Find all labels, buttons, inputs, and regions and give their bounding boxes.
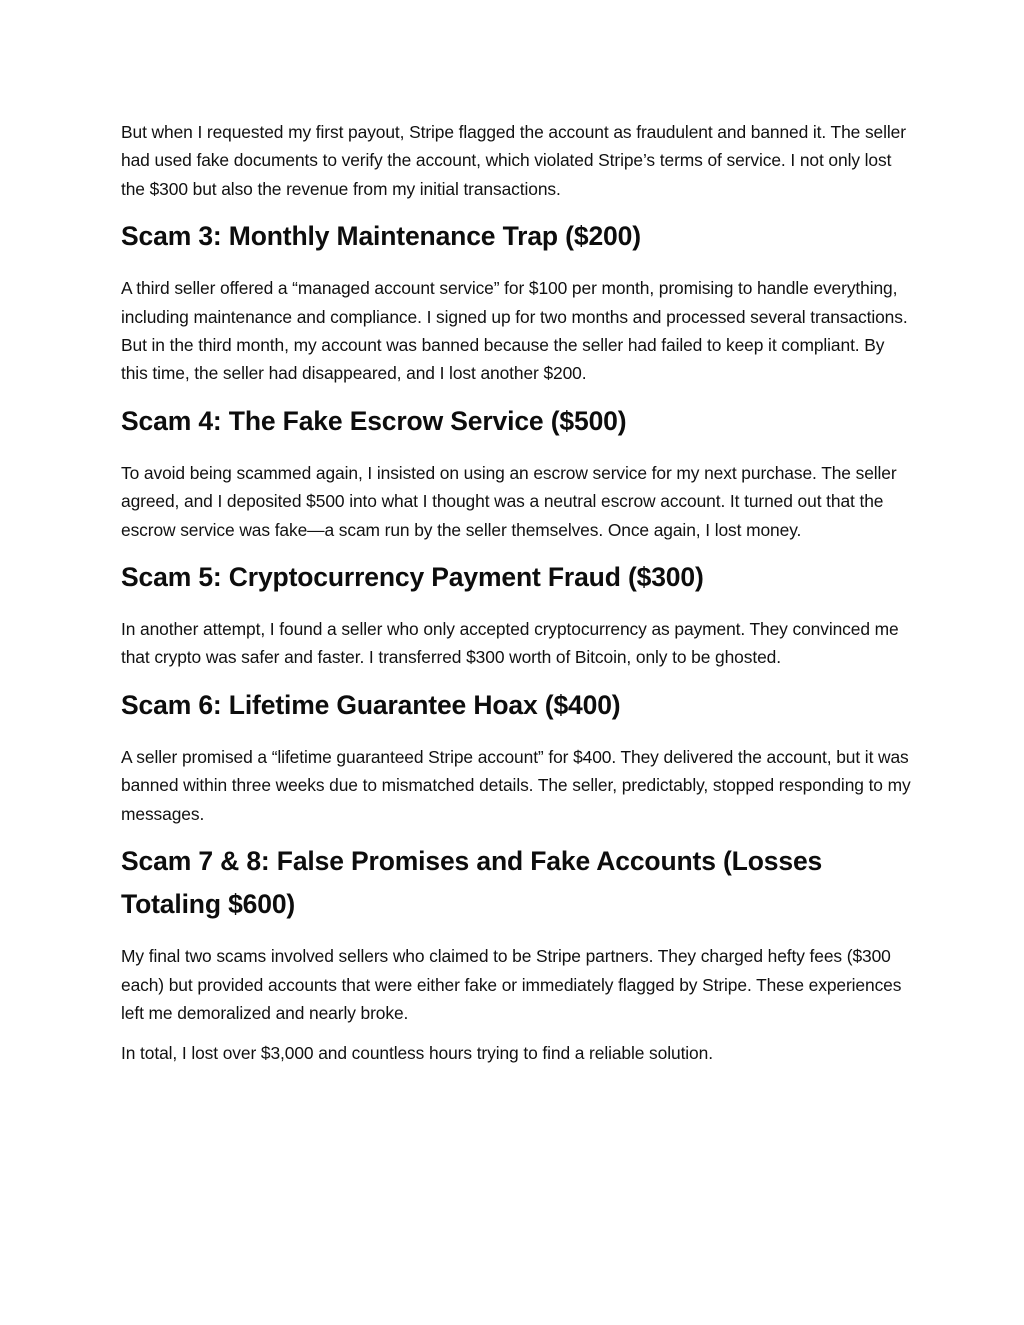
heading-scam-4: Scam 4: The Fake Escrow Service ($500) (121, 405, 627, 436)
paragraph-scam-4: To avoid being scammed again, I insisted on using an escrow service for my next purchase. The seller agreed, and I deposited $500 into what I thought was a neutral escrow account. It turned out that the escrow service was fake—a scam run by the seller themselves. Once again, I lost money. (121, 462, 897, 540)
heading-scam-5: Scam 5: Cryptocurrency Payment Fraud ($300) (121, 562, 704, 593)
heading-scam-3: Scam 3: Monthly Maintenance Trap ($200) (121, 221, 641, 252)
paragraph-total-loss: In total, I lost over $3,000 and countless hours trying to find a reliable solution. (121, 1043, 713, 1064)
paragraph-scam-6: A seller promised a “lifetime guaranteed Stripe account” for $400. They delivered the account, but it was banned within three weeks due to mismatched details. The seller, predictably, stopped responding to my messages. (121, 746, 911, 824)
heading-scam-7-8: Scam 7 & 8: False Promises and Fake Accounts (Losses Totaling $600) (121, 846, 823, 920)
paragraph-scam-3: A third seller offered a “managed account service” for $100 per month, promising to handle everything, including maintenance and compliance. I signed up for two months and processed several transactions. But in the third month, my account was banned because the seller had failed to keep it compliant. By this time, the seller had disappeared, and I lost another $200. (121, 278, 908, 384)
document-body (121, 118, 911, 1080)
paragraph-stripe-ban: But when I requested my first payout, Stripe flagged the account as fraudulent and banned it. The seller had used fake documents to verify the account, which violated Stripe’s terms of service. I not only lost the $300 but also the revenue from my initial transactions. (121, 122, 906, 199)
paragraph-scam-7-8: My final two scams involved sellers who claimed to be Stripe partners. They charged hefty fees ($300 each) but provided accounts that were either fake or immediately flagged by Stripe. These experiences left me demoralized and nearly broke. (121, 946, 902, 1023)
paragraph-scam-5: In another attempt, I found a seller who only accepted cryptocurrency as payment. They convinced me that crypto was safer and faster. I transferred $300 worth of Bitcoin, only to be ghosted. (121, 619, 899, 668)
heading-scam-6: Scam 6: Lifetime Guarantee Hoax ($400) (121, 689, 621, 720)
